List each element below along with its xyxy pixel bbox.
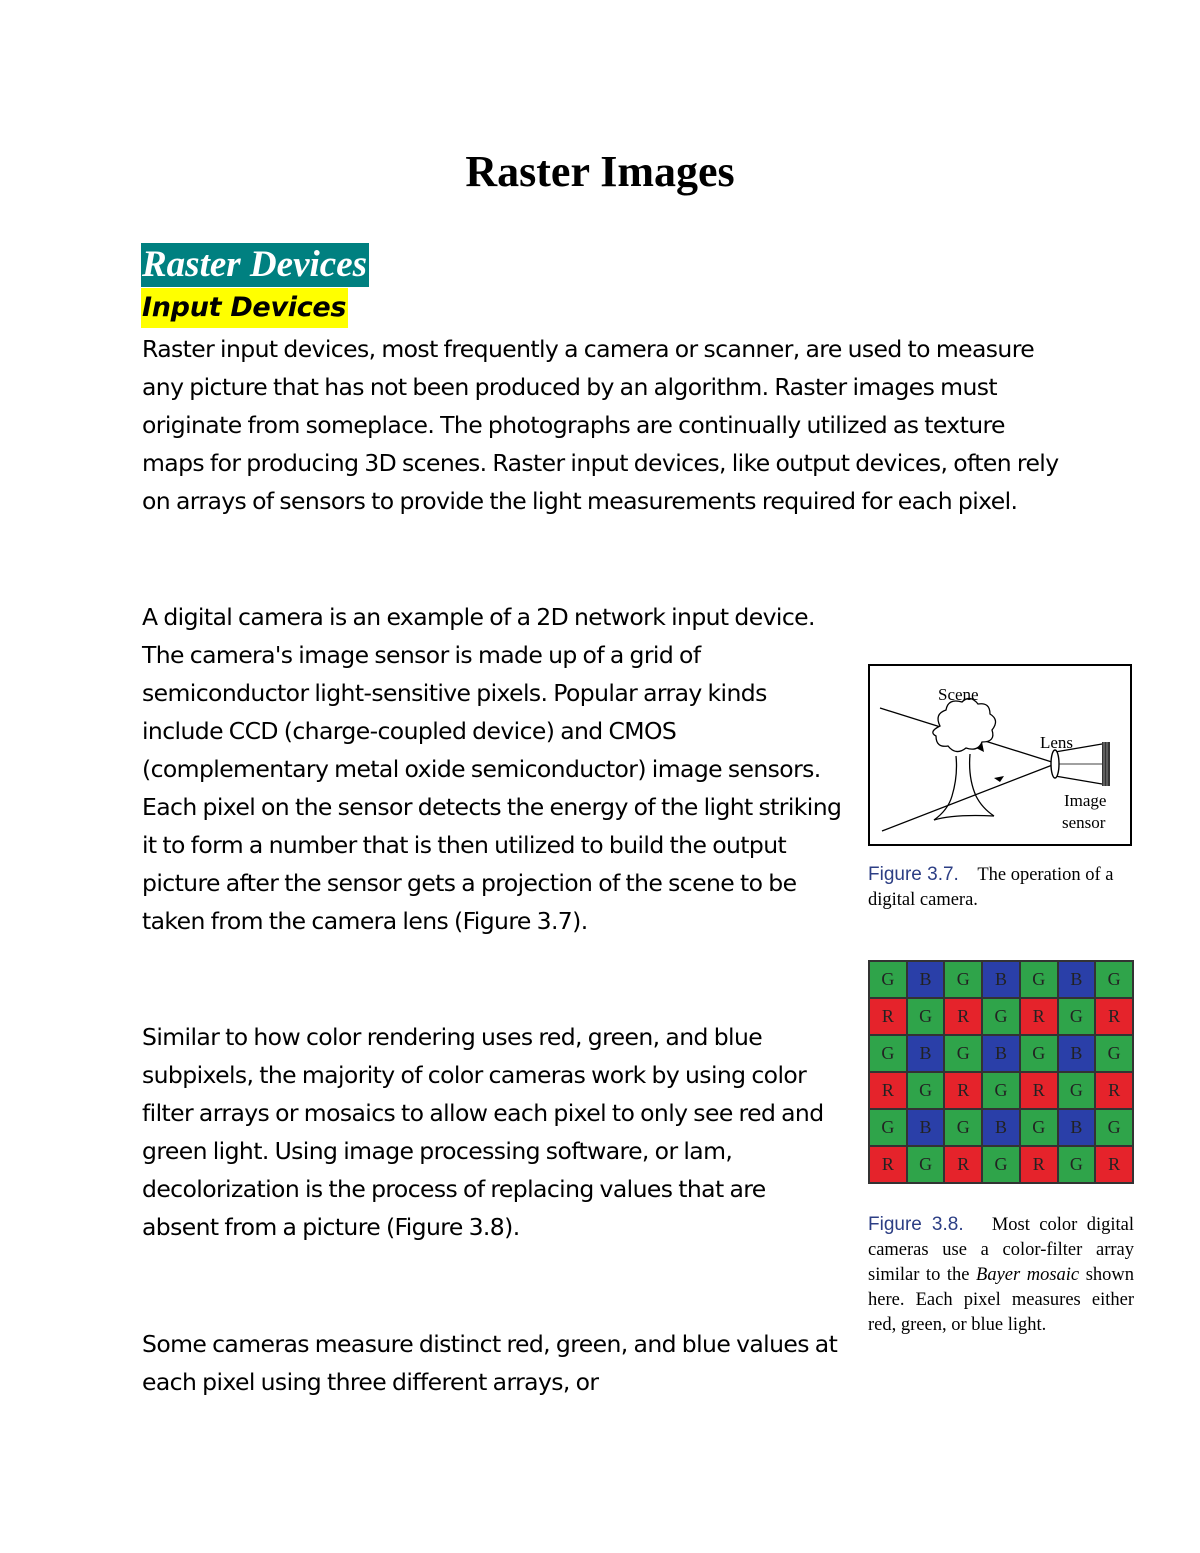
bayer-cell-g: G xyxy=(1095,961,1133,998)
image-sensor-shape xyxy=(1102,742,1110,786)
bayer-mosaic-grid xyxy=(868,960,1134,1184)
bayer-cell-b: B xyxy=(982,961,1020,998)
bayer-cell-b: B xyxy=(982,1035,1020,1072)
bayer-cell-g: G xyxy=(1095,1109,1133,1146)
bayer-cell-g: G xyxy=(944,961,982,998)
sub-heading: Input Devices xyxy=(141,288,348,328)
bayer-cell-g: G xyxy=(869,961,907,998)
bayer-cell-b: B xyxy=(907,961,945,998)
figure-caption-3-8 xyxy=(868,1212,1134,1338)
bayer-cell-r: R xyxy=(1095,1146,1133,1183)
figure-number: Figure 3.7. xyxy=(868,864,959,885)
caption-text: Most color digital cameras use a color-filter array similar to the xyxy=(868,1215,1135,1285)
paragraph-color-filter: Similar to how color rendering uses red, green, and blue subpixels, the majority of color cameras work by using color filter arrays or mosaics to allow each pixel to only see red and green light. Using image processing software, or lam, decolorization is the process of replacing values that are absent from a picture (Figure 3.8). xyxy=(142,1023,824,1241)
figure-caption-3-7 xyxy=(868,862,1136,913)
bayer-cell-b: B xyxy=(1058,1035,1096,1072)
bayer-cell-g: G xyxy=(944,1035,982,1072)
caption-text-end: shown here. Each pixel measures either red, green, or blue light. xyxy=(868,1265,1135,1335)
bayer-cell-b: B xyxy=(1058,1109,1096,1146)
bayer-cell-g: G xyxy=(1058,1146,1096,1183)
lens-shape xyxy=(1051,750,1059,778)
paragraph-three-arrays: Some cameras measure distinct red, green, and blue values at each pixel using three different arrays, or xyxy=(142,1330,838,1396)
bayer-cell-r: R xyxy=(1020,1072,1058,1109)
bayer-cell-g: G xyxy=(982,1146,1020,1183)
bayer-cell-g: G xyxy=(982,1072,1020,1109)
bayer-cell-g: G xyxy=(1020,961,1058,998)
label-scene: Scene xyxy=(938,685,979,704)
cone-bottom xyxy=(1055,776,1102,784)
bayer-cell-g: G xyxy=(1020,1035,1058,1072)
bayer-cell-r: R xyxy=(1020,998,1058,1035)
bayer-cell-r: R xyxy=(1095,1072,1133,1109)
bayer-cell-g: G xyxy=(944,1109,982,1146)
paragraph-digital-camera: A digital camera is an example of a 2D network input device. The camera's image sensor is made up of a grid of semiconductor light-sensitive pixels. Popular array kinds include CCD (charge-coupled device) and CMOS (complementary metal oxide semiconductor) image sensors. Each pixel on the sensor detects the energy of the light striking it to form a number that is then utilized to build the output picture after the sensor gets a projection of the scene to be taken from the camera lens (Figure 3.7). xyxy=(142,603,842,935)
paragraph-input-devices: Raster input devices, most frequently a camera or scanner, are used to measure any picture that has not been produced by an algorithm. Raster images must originate from someplace. The photographs are continually utilized as texture maps for producing 3D scenes. Raster input devices, like output devices, often rely on arrays of sensors to provide the light measurements required for each pixel. xyxy=(142,335,1059,515)
bayer-cell-r: R xyxy=(1095,998,1133,1035)
bayer-cell-g: G xyxy=(907,998,945,1035)
figure-number: Figure 3.8. xyxy=(868,1214,964,1235)
bayer-cell-r: R xyxy=(869,1146,907,1183)
bayer-cell-r: R xyxy=(869,1072,907,1109)
bayer-cell-r: R xyxy=(944,1072,982,1109)
bayer-cell-g: G xyxy=(982,998,1020,1035)
figure-camera-diagram xyxy=(868,664,1132,846)
tree-icon xyxy=(933,698,996,820)
bayer-cell-b: B xyxy=(907,1109,945,1146)
bayer-cell-g: G xyxy=(907,1072,945,1109)
bayer-cell-b: B xyxy=(1058,961,1096,998)
bayer-cell-g: G xyxy=(1095,1035,1133,1072)
ray-arrow-bottom xyxy=(994,776,1004,782)
camera-diagram-svg xyxy=(870,666,1130,844)
bayer-cell-g: G xyxy=(1058,1072,1096,1109)
bayer-cell-r: R xyxy=(944,998,982,1035)
bayer-cell-r: R xyxy=(869,998,907,1035)
caption-text: The operation of a digital camera. xyxy=(868,865,1114,910)
section-heading: Raster Devices xyxy=(142,244,368,285)
bayer-cell-r: R xyxy=(1020,1146,1058,1183)
caption-italic-term: Bayer mosaic xyxy=(976,1265,1080,1285)
bayer-cell-r: R xyxy=(944,1146,982,1183)
bayer-cell-g: G xyxy=(907,1146,945,1183)
label-image: Image xyxy=(1064,791,1107,810)
label-lens: Lens xyxy=(1040,733,1074,752)
ray-bottom xyxy=(882,764,1055,831)
bayer-cell-g: G xyxy=(869,1035,907,1072)
label-sensor: sensor xyxy=(1062,813,1106,832)
bayer-cell-b: B xyxy=(907,1035,945,1072)
bayer-cell-g: G xyxy=(869,1109,907,1146)
bayer-cell-g: G xyxy=(1020,1109,1058,1146)
bayer-cell-g: G xyxy=(1058,998,1096,1035)
page-title: Raster Images xyxy=(465,147,735,196)
bayer-cell-b: B xyxy=(982,1109,1020,1146)
